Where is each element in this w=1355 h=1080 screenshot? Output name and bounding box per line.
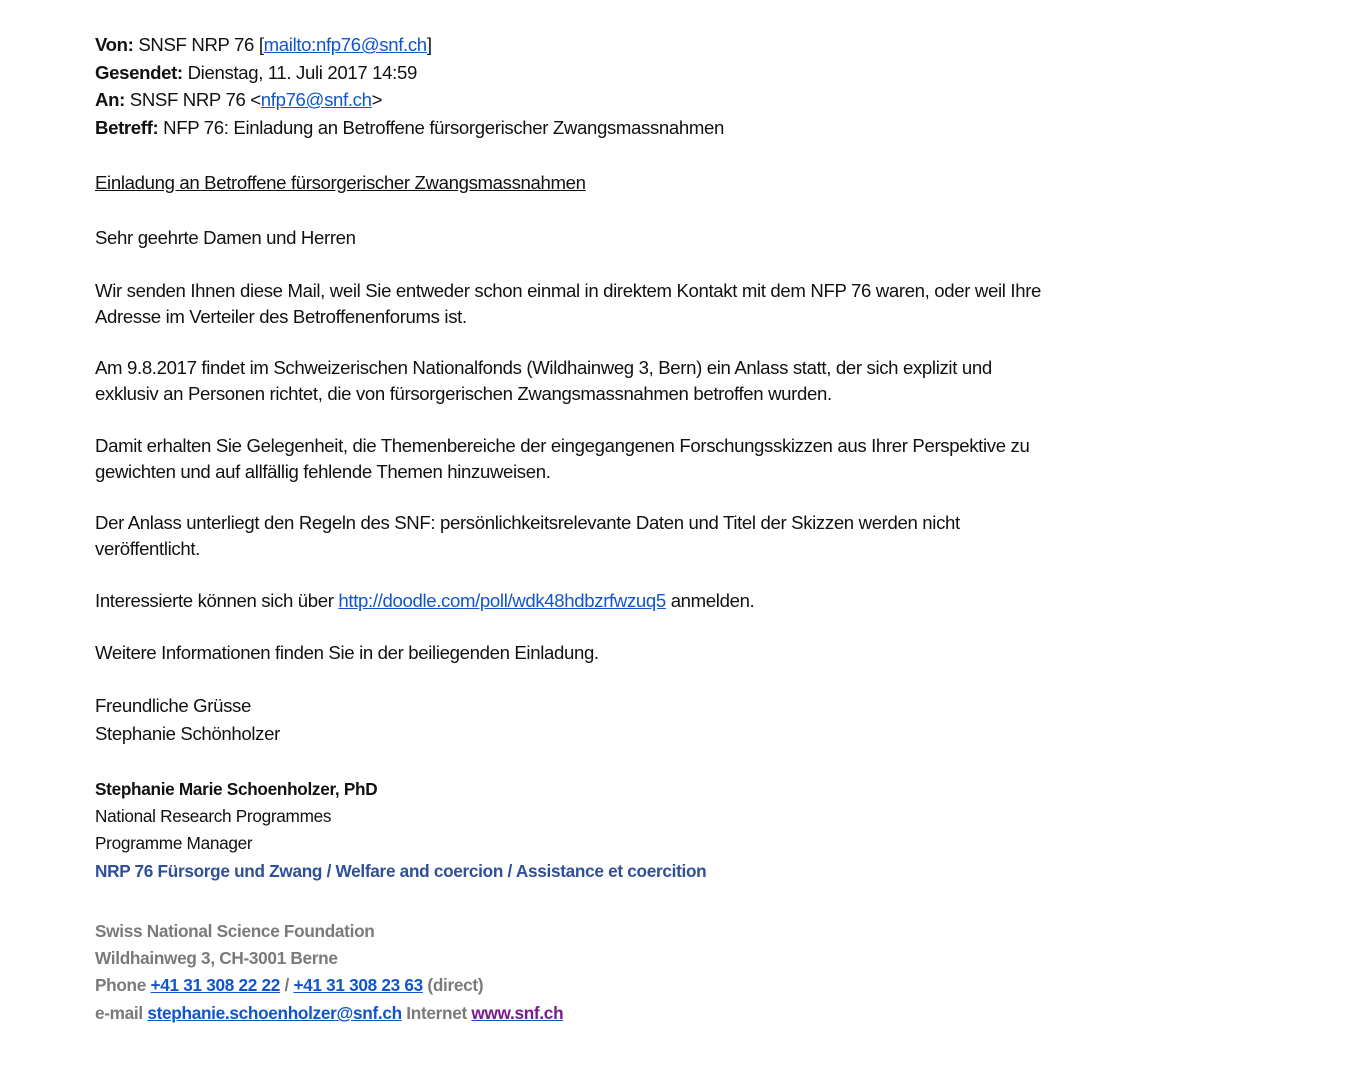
from-name: SNSF NRP 76 [ [138, 34, 264, 55]
phone-separator: / [280, 975, 294, 995]
to-email-link[interactable]: nfp76@snf.ch [260, 89, 372, 110]
header-subject [95, 116, 724, 140]
signature-phone-line [95, 973, 483, 997]
paragraph-5 [95, 589, 754, 613]
signature-programme: NRP 76 Fürsorge und Zwang / Welfare and coercion / Assistance et coercition [95, 861, 707, 881]
paragraph-3-line-2: gewichten und auf allfällig fehlende Themen hinzuweisen. [95, 461, 551, 482]
closing: Freundliche Grüsse [95, 695, 251, 716]
doodle-poll-link[interactable]: http://doodle.com/poll/wdk48hdbzrfwzuq5 [338, 590, 666, 611]
paragraph-6: Weitere Informationen finden Sie in der beiliegenden Einladung. [95, 642, 599, 663]
paragraph-1-line-1: Wir senden Ihnen diese Mail, weil Sie entweder schon einmal in direktem Kontakt mit dem NFP 76 waren, oder weil Ihre [95, 280, 1042, 301]
from-label: Von: [95, 34, 134, 55]
phone-direct-link[interactable]: +41 31 308 23 63 [293, 975, 423, 995]
sent-label: Gesendet: [95, 62, 183, 83]
phone-direct-note: (direct) [422, 975, 484, 995]
signature-organization: Swiss National Science Foundation [95, 921, 375, 941]
body-heading: Einladung an Betroffene fürsorgerischer Zwangsmassnahmen [95, 172, 586, 193]
paragraph-4-line-1: Der Anlass unterliegt den Regeln des SNF: persönlichkeitsrelevante Daten und Titel der Skizzen werden nicht [95, 512, 960, 533]
email-link[interactable]: stephanie.schoenholzer@snf.ch [147, 1003, 402, 1023]
subject-value: NFP 76: Einladung an Betroffene fürsorgerischer Zwangsmassnahmen [163, 117, 725, 138]
paragraph-2-line-1: Am 9.8.2017 findet im Schweizerischen Nationalfonds (Wildhainweg 3, Bern) ein Anlass statt, der sich explizit und [95, 357, 992, 378]
header-sent [95, 61, 417, 85]
signature-contact-line [95, 1001, 563, 1025]
salutation: Sehr geehrte Damen und Herren [95, 227, 356, 248]
header-from [95, 33, 432, 57]
registration-text-after: anmelden. [665, 590, 755, 611]
signature-address: Wildhainweg 3, CH-3001 Berne [95, 948, 338, 968]
website-link[interactable]: www.snf.ch [471, 1003, 564, 1023]
from-close: ] [426, 34, 432, 55]
paragraph-2-line-2: exklusiv an Personen richtet, die von fürsorgerischen Zwangsmassnahmen betroffen wurden. [95, 383, 832, 404]
paragraph-1-line-2: Adresse im Verteiler des Betroffenenforums ist. [95, 306, 467, 327]
subject-label: Betreff: [95, 117, 159, 138]
sent-value: Dienstag, 11. Juli 2017 14:59 [187, 62, 417, 83]
signature-name: Stephanie Marie Schoenholzer, PhD [95, 779, 378, 799]
registration-text-before: Interessierte können sich über [95, 590, 339, 611]
signature-role: Programme Manager [95, 833, 253, 853]
to-close: > [371, 89, 383, 110]
phone-label: Phone [95, 975, 151, 995]
sender-short-name: Stephanie Schönholzer [95, 723, 280, 744]
to-name: SNSF NRP 76 < [129, 89, 261, 110]
from-mailto-link[interactable]: mailto:nfp76@snf.ch [263, 34, 427, 55]
email-label: e-mail [95, 1003, 148, 1023]
internet-label: Internet [401, 1003, 472, 1023]
paragraph-4-line-2: veröffentlicht. [95, 538, 200, 559]
header-to [95, 88, 382, 112]
phone-main-link[interactable]: +41 31 308 22 22 [150, 975, 280, 995]
signature-department: National Research Programmes [95, 806, 332, 826]
paragraph-3-line-1: Damit erhalten Sie Gelegenheit, die Themenbereiche der eingegangenen Forschungsskizzen aus Ihrer Perspektive zu [95, 435, 1030, 456]
to-label: An: [95, 89, 125, 110]
